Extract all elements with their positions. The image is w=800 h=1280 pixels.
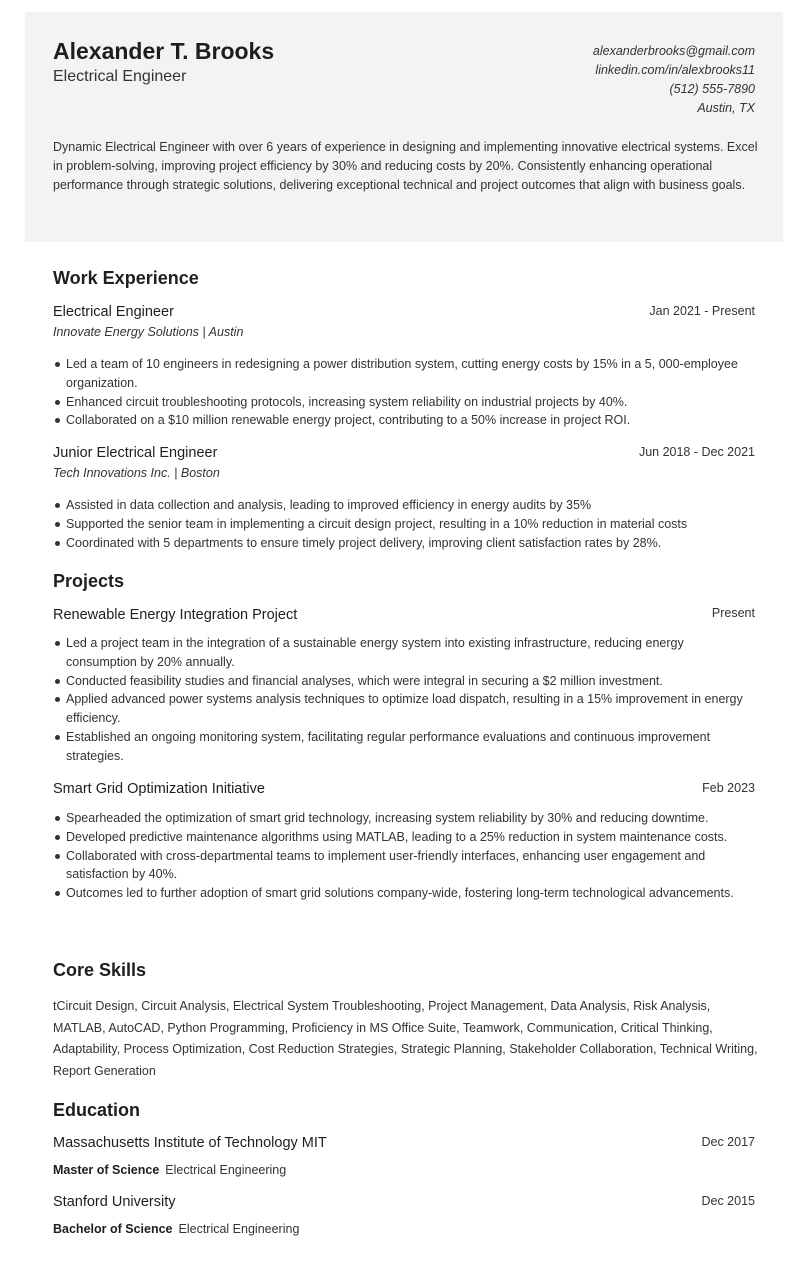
degree-field: Electrical Engineering: [165, 1163, 287, 1177]
resume-header: [25, 12, 783, 242]
list-item: Enhanced circuit troubleshooting protocols, increasing system reliability on industrial projects by 40%.: [66, 393, 756, 412]
job-company: Innovate Energy Solutions | Austin: [53, 325, 244, 339]
list-item: Led a team of 10 engineers in redesigning a power distribution system, cutting energy costs by 15% in a 5, 000-employee organization.: [66, 355, 756, 393]
degree-name: Master of Science: [53, 1163, 160, 1177]
section-title-education: Education: [53, 1100, 141, 1120]
list-item: Applied advanced power systems analysis techniques to optimize load dispatch, resulting in a 15% improvement in energy efficiency.: [66, 690, 756, 728]
list-item: Developed predictive maintenance algorithms using MATLAB, leading to a 25% reduction in system maintenance costs.: [66, 828, 756, 847]
candidate-name: Alexander T. Brooks: [53, 38, 275, 64]
education-date: Dec 2015: [701, 1194, 755, 1208]
section-title-skills: Core Skills: [53, 960, 147, 980]
project-date: Present: [711, 606, 755, 620]
job-title: Electrical Engineer: [53, 304, 174, 320]
project-title: Renewable Energy Integration Project: [53, 607, 298, 623]
contact-phone: (512) 555-7890: [669, 82, 755, 96]
list-item: Established an ongoing monitoring system, facilitating regular performance evaluations and continuous improvement strategies.: [66, 728, 756, 766]
degree-name: Bachelor of Science: [53, 1222, 173, 1236]
list-item: Outcomes led to further adoption of smart grid solutions company-wide, fostering long-term technological advancements.: [66, 884, 756, 903]
list-item: Spearheaded the optimization of smart grid technology, increasing system reliability by 30% and reducing downtime.: [66, 809, 756, 828]
list-item: Assisted in data collection and analysis, leading to improved efficiency in energy audits by 35%: [66, 496, 756, 515]
education-school: Massachusetts Institute of Technology MIT: [53, 1135, 327, 1151]
education-school: Stanford University: [53, 1194, 176, 1210]
contact-location: Austin, TX: [697, 101, 755, 115]
list-item: Collaborated on a $10 million renewable energy project, contributing to a 50% increase in project ROI.: [66, 411, 756, 430]
job-company: Tech Innovations Inc. | Boston: [53, 466, 220, 480]
project-bullets: [66, 809, 756, 903]
project-date: Feb 2023: [702, 781, 755, 795]
education-date: Dec 2017: [701, 1135, 755, 1149]
job-bullets: [66, 355, 756, 430]
job-date: Jan 2021 - Present: [649, 304, 755, 318]
list-item: Led a project team in the integration of a sustainable energy system into existing infrastructure, reducing energy consumption by 20% annually.: [66, 634, 756, 672]
contact-block: [593, 42, 755, 118]
education-degree: [53, 1222, 299, 1236]
education-degree: [53, 1163, 286, 1177]
job-date: Jun 2018 - Dec 2021: [638, 445, 755, 459]
section-title-projects: Projects: [53, 571, 125, 591]
list-item: Conducted feasibility studies and financial analyses, which were integral in securing a $2 million investment.: [66, 672, 756, 691]
project-title: Smart Grid Optimization Initiative: [53, 781, 265, 797]
degree-field: Electrical Engineering: [178, 1222, 300, 1236]
list-item: Collaborated with cross-departmental teams to implement user-friendly interfaces, enhancing user engagement and satisfaction by 40%.: [66, 847, 756, 885]
contact-email[interactable]: alexanderbrooks@gmail.com: [592, 44, 755, 58]
job-title: Junior Electrical Engineer: [53, 445, 218, 461]
project-bullets: [66, 634, 756, 766]
list-item: Coordinated with 5 departments to ensure timely project delivery, improving client satisfaction rates by 28%.: [66, 534, 756, 553]
job-bullets: [66, 496, 756, 552]
list-item: Supported the senior team in implementing a circuit design project, resulting in a 10% reduction in material costs: [66, 515, 756, 534]
contact-linkedin[interactable]: linkedin.com/in/alexbrooks11: [595, 63, 755, 77]
candidate-role: Electrical Engineer: [53, 68, 187, 85]
section-title-work: Work Experience: [53, 268, 199, 288]
professional-summary: Dynamic Electrical Engineer with over 6 years of experience in designing and implementing innovative electrical systems. Excel in problem-solving, improving project efficiency by 30% and reducing costs by 20%. Consistently enhancing operational performance through strategic solutions, delivering exceptional technical and project outcomes that align with business goals.: [53, 140, 758, 192]
skills-list: tCircuit Design, Circuit Analysis, Electrical System Troubleshooting, Project Management, Data Analysis, Risk Analysis, MATLAB, AutoCAD, Python Programming, Proficiency in MS Office Suite, Teamwork, Communication, Critical Thinking, Adaptability, Process Optimization, Cost Reduction Strategies, Strategic Planning, Stakeholder Collaboration, Technical Writing, Report Generation: [53, 999, 758, 1078]
